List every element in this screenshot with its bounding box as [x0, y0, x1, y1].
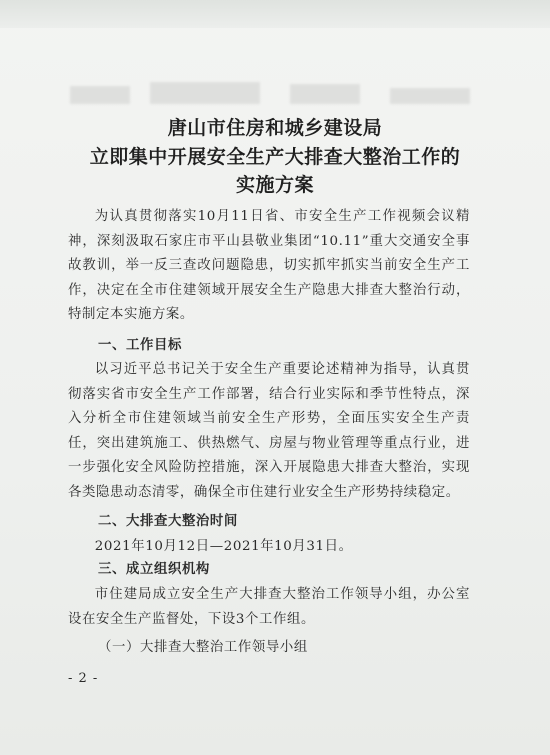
title-line-1: 唐山市住房和城乡建设局	[167, 117, 383, 139]
page-number: - 2 -	[68, 671, 99, 686]
scan-top-shadow	[0, 0, 550, 28]
section-3-heading: 三、成立组织机构	[98, 562, 210, 577]
section-1-paragraph: 以习近平总书记关于安全生产重要论述精神为指导，认真贯彻落实省市安全生产工作部署，结合行业实际和季节性特点，深入分析全市住建领域当前安全生产形势，全面压实安全生产责任，突出建筑施工、供热燃气、房屋与物业管理等重点行业，进一步强化安全风险防控措施，深入开展隐患大排查大整治，实现各类隐患动态清零，确保全市住建行业安全生产形势持续稳定。	[68, 362, 470, 500]
section-1-heading: 一、工作目标	[98, 338, 182, 353]
show-through-marks	[60, 78, 490, 118]
section-3-paragraph: 市住建局成立安全生产大排查大整治工作领导小组，办公室设在安全生产监督处，下设3个工作组。	[68, 587, 470, 627]
section-2-heading: 二、大排查大整治时间	[98, 514, 238, 529]
intro-paragraph: 为认真贯彻落实10月11日省、市安全生产工作视频会议精神，深刻汲取石家庄市平山县敬业集团“10.11”重大交通安全事故教训，举一反三查改问题隐患，切实抓牢抓实当前安全生产工作，决定在全市住建领域开展安全生产隐患大排查大整治行动，特制定本实施方案。	[68, 209, 470, 322]
title-line-2: 立即集中开展安全生产大排查大整治工作的	[89, 146, 461, 168]
title-line-3: 实施方案	[235, 174, 314, 196]
section-3-subheading: （一）大排查大整治工作领导小组	[98, 640, 308, 655]
section-2-paragraph: 2021年10月12日—2021年10月31日。	[94, 539, 353, 554]
